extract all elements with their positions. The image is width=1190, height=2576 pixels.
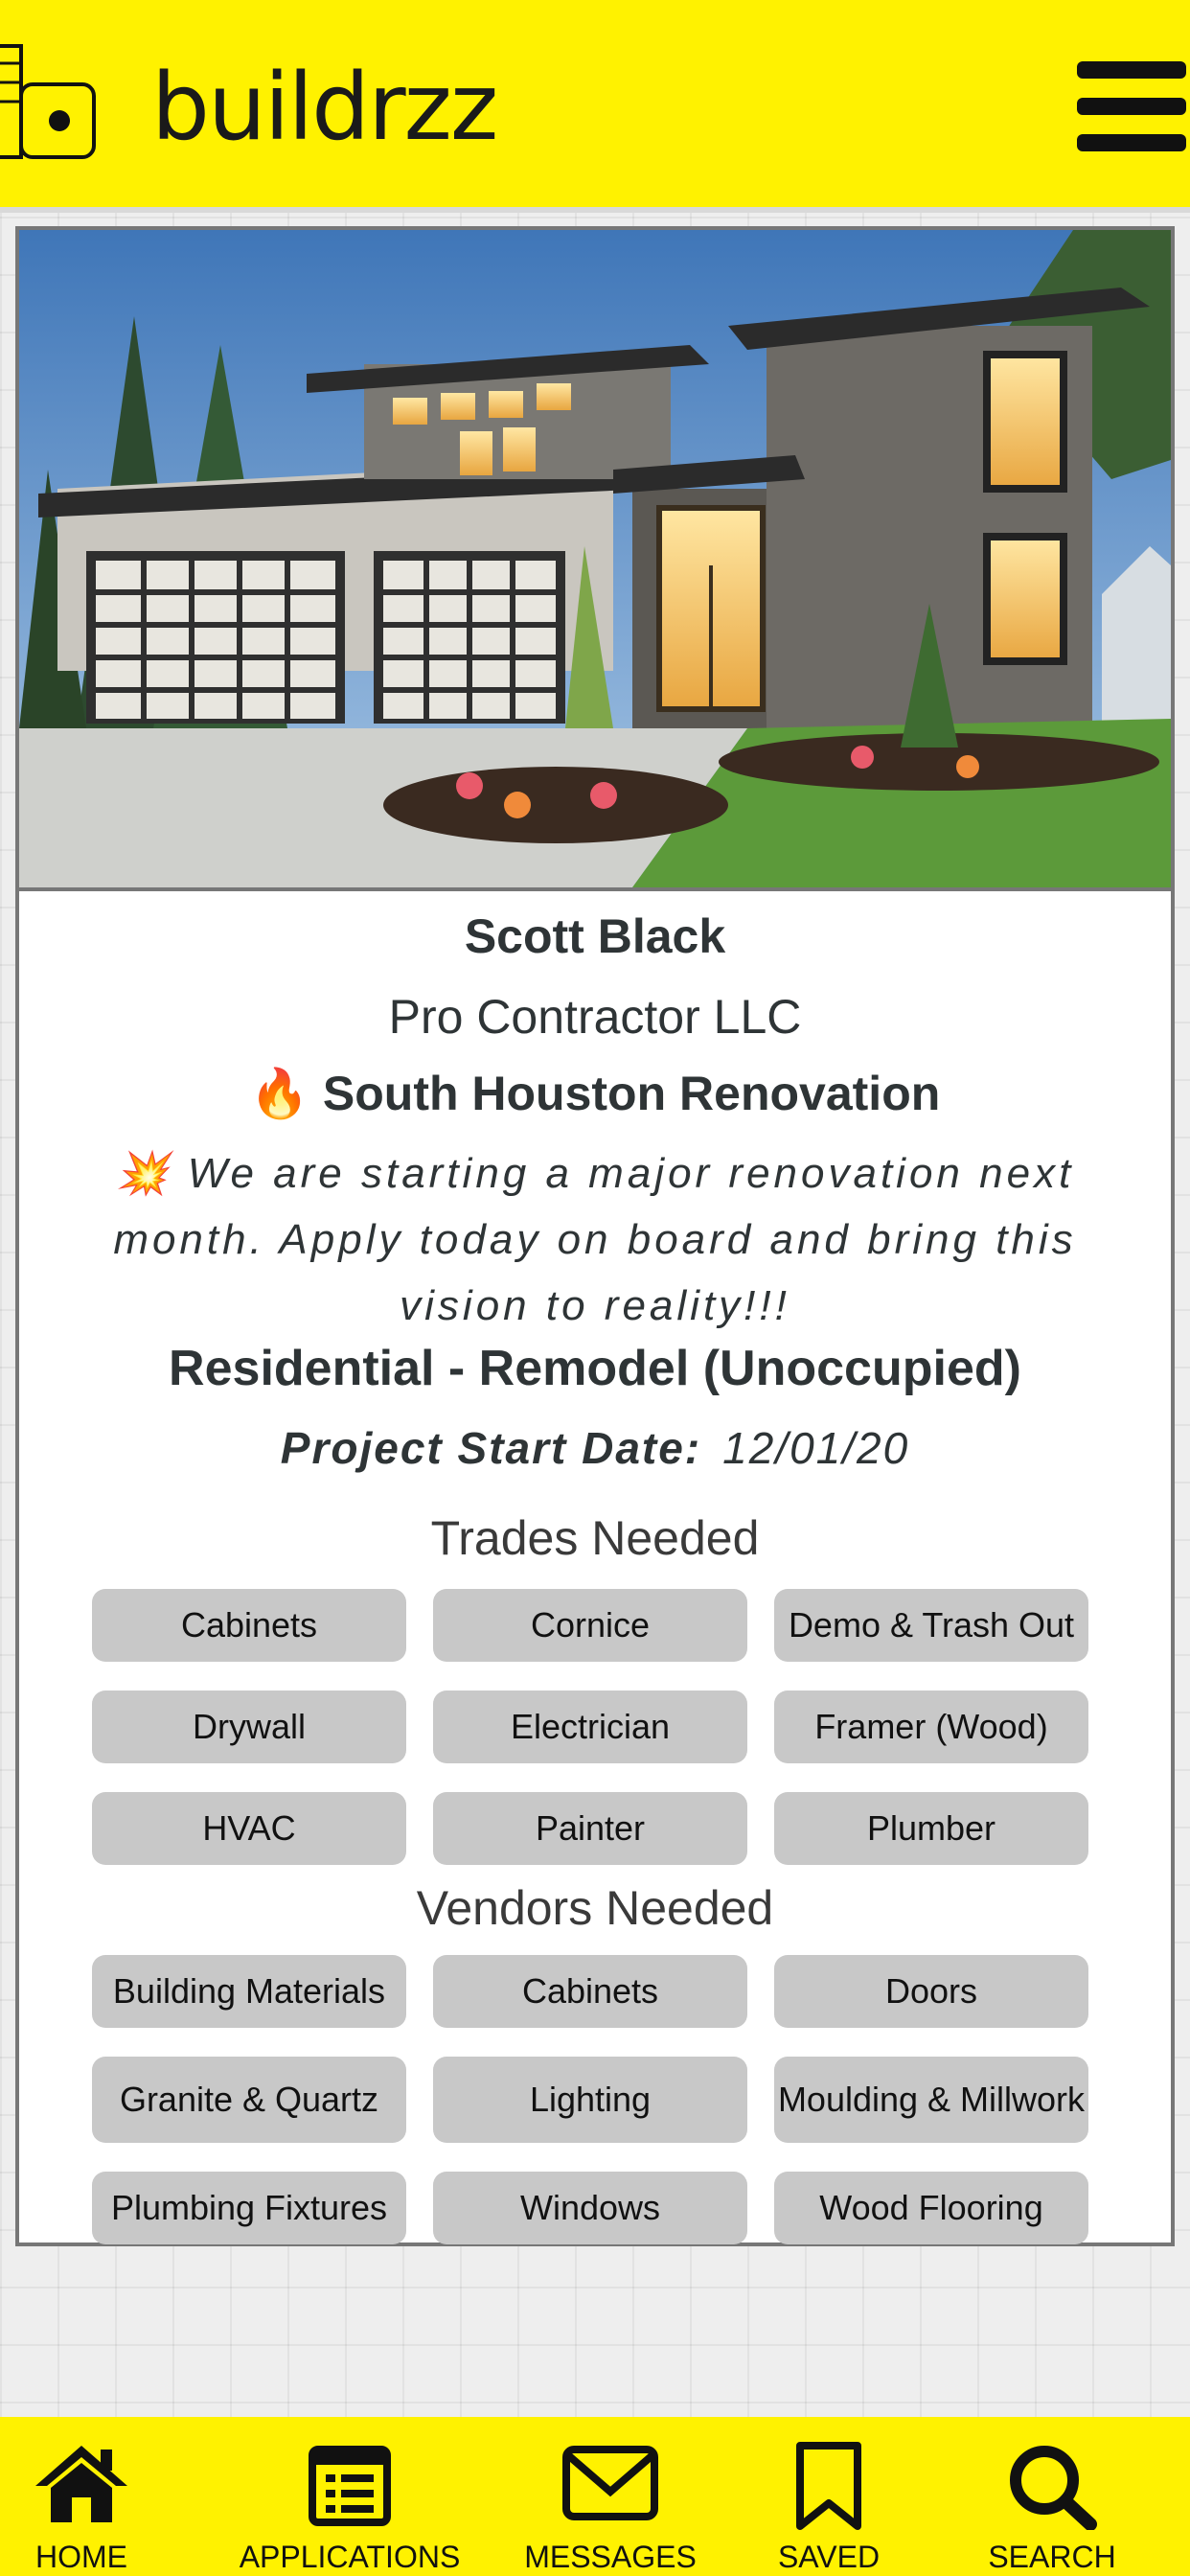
trade-chip[interactable]: HVAC xyxy=(92,1792,406,1865)
tab-search[interactable] xyxy=(985,2417,1119,2576)
project-start xyxy=(19,1422,1171,1474)
messages-icon xyxy=(561,2442,660,2522)
applications-icon xyxy=(307,2442,393,2526)
bookmark-icon xyxy=(792,2442,865,2532)
trades-chip-grid xyxy=(92,1589,1108,1865)
trade-chip[interactable]: Drywall xyxy=(92,1690,406,1763)
vendor-chip[interactable]: Doors xyxy=(774,1955,1088,2028)
trade-chip[interactable]: Cabinets xyxy=(92,1589,406,1662)
menu-bar-icon xyxy=(1077,61,1186,79)
trade-chip[interactable]: Painter xyxy=(433,1792,747,1865)
start-date-label: Project Start Date: xyxy=(280,1423,702,1473)
trade-chip[interactable]: Cornice xyxy=(433,1589,747,1662)
project-description xyxy=(19,1140,1171,1339)
project-photo xyxy=(19,230,1171,891)
vendor-chip[interactable]: Moulding & Millwork xyxy=(774,2057,1088,2143)
tab-saved[interactable] xyxy=(776,2417,881,2576)
vendor-chip[interactable]: Wood Flooring xyxy=(774,2172,1088,2244)
job-post-card[interactable] xyxy=(15,226,1175,2246)
tab-applications-label: APPLICATIONS xyxy=(239,2540,461,2574)
project-title-text: South Houston Renovation xyxy=(322,1067,941,1120)
vendor-chip[interactable]: Cabinets xyxy=(433,1955,747,2028)
trade-chip[interactable]: Demo & Trash Out xyxy=(774,1589,1088,1662)
poster-name: Scott Black xyxy=(464,909,726,963)
tab-home[interactable] xyxy=(19,2417,144,2576)
menu-bar-icon xyxy=(1077,98,1186,115)
vendor-chip[interactable]: Windows xyxy=(433,2172,747,2244)
trade-chip[interactable]: Plumber xyxy=(774,1792,1088,1865)
project-title xyxy=(19,1066,1171,1122)
project-type: Residential - Remodel (Unoccupied) xyxy=(169,1341,1021,1396)
menu-bar-icon xyxy=(1077,134,1186,151)
tab-search-label: SEARCH xyxy=(988,2540,1116,2574)
tab-applications[interactable] xyxy=(230,2417,469,2576)
bottom-tab-bar xyxy=(0,2417,1190,2576)
fire-emoji-icon: 🔥 xyxy=(249,1067,309,1120)
company-name: Pro Contractor LLC xyxy=(388,990,802,1044)
tab-messages[interactable] xyxy=(524,2417,697,2576)
trade-chip[interactable]: Framer (Wood) xyxy=(774,1690,1088,1763)
vendor-chip[interactable]: Lighting xyxy=(433,2057,747,2143)
start-date-value: 12/01/20 xyxy=(722,1423,910,1473)
search-icon xyxy=(1006,2442,1098,2530)
vendors-needed-title: Vendors Needed xyxy=(416,1881,774,1935)
collision-emoji-icon: 💥 xyxy=(115,1150,172,1197)
logo-icon xyxy=(0,44,100,163)
hamburger-menu-button[interactable] xyxy=(1077,58,1190,157)
logo-text: buildrzz xyxy=(151,54,497,161)
tab-home-label: HOME xyxy=(35,2540,127,2574)
app-header xyxy=(0,0,1190,213)
home-icon xyxy=(34,2442,129,2524)
trade-chip[interactable]: Electrician xyxy=(433,1690,747,1763)
tab-saved-label: SAVED xyxy=(777,2540,881,2574)
vendor-chip[interactable]: Plumbing Fixtures xyxy=(92,2172,406,2244)
description-text: We are starting a major renovation next month. Apply today on board and bring this vision to reality!!! xyxy=(113,1150,1077,1329)
vendors-chip-grid xyxy=(92,1955,1108,2244)
vendor-chip[interactable]: Building Materials xyxy=(92,1955,406,2028)
trades-needed-title: Trades Needed xyxy=(430,1511,760,1565)
tab-messages-label: MESSAGES xyxy=(524,2540,697,2574)
vendor-chip[interactable]: Granite & Quartz xyxy=(92,2057,406,2143)
